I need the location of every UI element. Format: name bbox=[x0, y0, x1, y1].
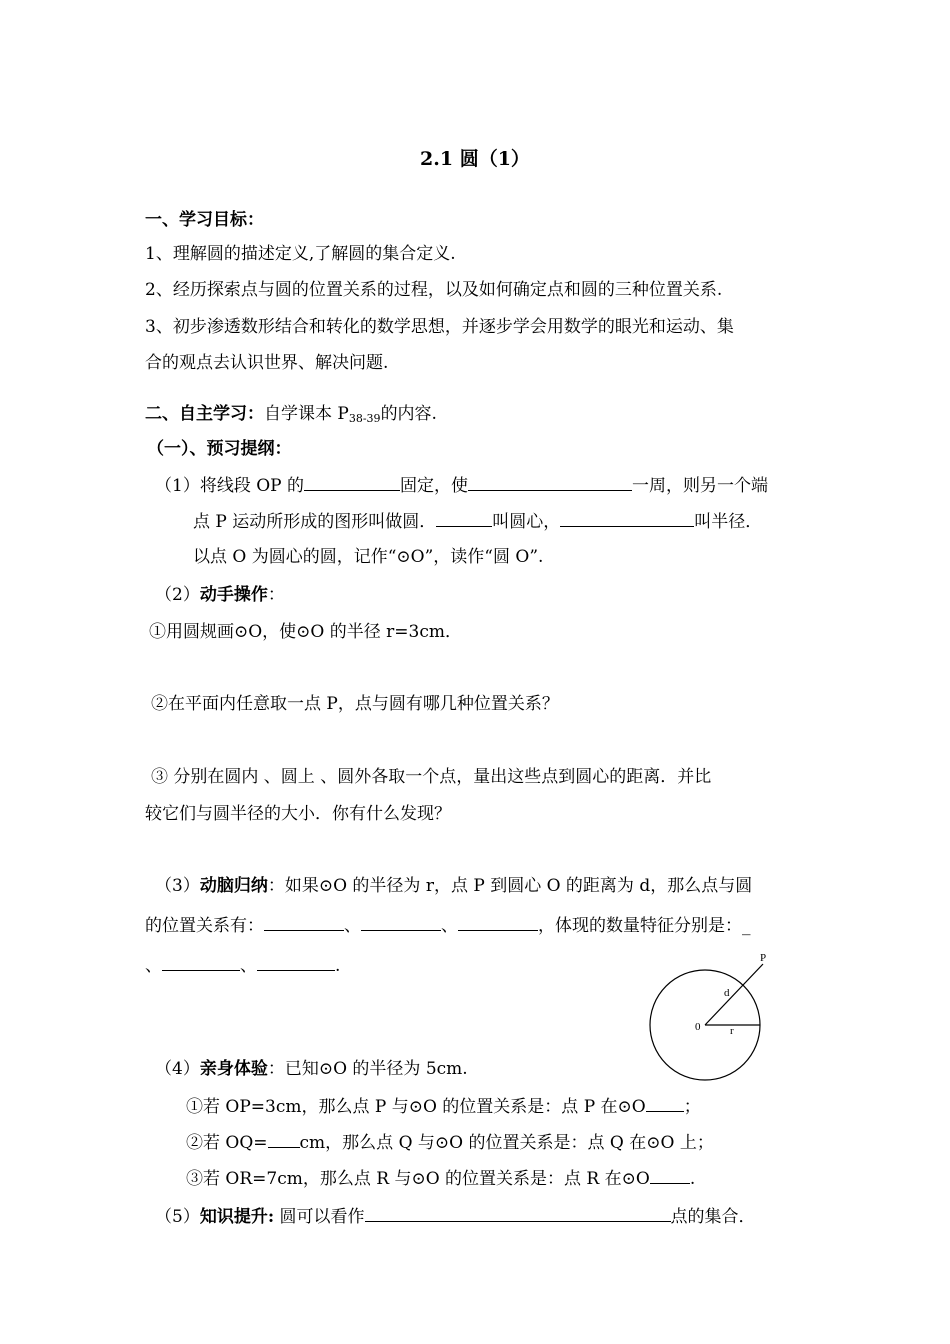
p2-question-3b: 较它们与圆半径的大小．你有什么发现？ bbox=[145, 804, 451, 824]
p4-item-1 bbox=[186, 1094, 701, 1119]
p1-text-b: 固定，使 bbox=[400, 476, 468, 496]
label-d: d bbox=[724, 987, 730, 999]
p3-sep-1: 、 bbox=[344, 916, 361, 936]
label-r: r bbox=[730, 1025, 734, 1037]
p1-text-a: （1）将线段 OP 的 bbox=[155, 476, 304, 496]
p1-text-d: 点 P 运动所形成的图形叫做圆． bbox=[193, 512, 437, 532]
p4-item-3 bbox=[186, 1166, 695, 1191]
blank-oq-length[interactable] bbox=[268, 1130, 300, 1148]
self-study-line bbox=[145, 402, 437, 431]
objective-3b: 合的观点去认识世界、解决问题. bbox=[145, 353, 389, 373]
p3-text-c: ，体现的数量特征分别是：_ bbox=[538, 916, 751, 936]
p4-item-2 bbox=[186, 1130, 714, 1155]
blank-center[interactable] bbox=[436, 509, 492, 527]
outline-p1-line2 bbox=[193, 509, 762, 534]
page-title: 2.1 圆（1） bbox=[420, 148, 530, 170]
p4-item-2-end: cm，那么点 Q 与⊙O 的位置关系是：点 Q 在⊙O 上； bbox=[299, 1133, 714, 1153]
p3-text-a: ：如果⊙O 的半径为 r，点 P 到圆心 O 的距离为 d，那么点与圆 bbox=[267, 876, 753, 896]
label-o: 0 bbox=[695, 1021, 701, 1033]
p4-item-3-text: ③若 OR=7cm，那么点 R 与⊙O 的位置关系是：点 R 在⊙O bbox=[186, 1169, 650, 1189]
blank-op-position[interactable] bbox=[646, 1094, 684, 1112]
p3-sep-2: 、 bbox=[441, 916, 458, 936]
p5-text-b: 点的集合． bbox=[670, 1207, 756, 1227]
objectives-heading: 一、学习目标： bbox=[145, 210, 264, 230]
blank-relation-1[interactable] bbox=[264, 913, 344, 931]
blank-feature-2[interactable] bbox=[162, 953, 240, 971]
p2-heading: 动手操作 bbox=[199, 585, 268, 605]
distance-line bbox=[705, 964, 763, 1025]
label-p: P bbox=[760, 952, 767, 964]
outline-p1-line3: 以点 O 为圆心的圆，记作“⊙O”，读作“圆 O”. bbox=[193, 547, 544, 567]
outline-p3-line2 bbox=[145, 913, 751, 938]
p1-text-c: 一周，则另一个端 bbox=[632, 476, 768, 496]
p2-question-1: ①用圆规画⊙O，使⊙O 的半径 r=3cm． bbox=[149, 622, 462, 642]
p5-heading: 知识提升: bbox=[199, 1207, 275, 1227]
blank-relation-3[interactable] bbox=[458, 913, 538, 931]
p1-text-e: 叫圆心， bbox=[492, 512, 561, 532]
self-study-heading: 二、自主学习： bbox=[145, 404, 264, 424]
outline-p3-line3 bbox=[145, 953, 340, 978]
p2-question-3a: ③ 分别在圆内 、圆上 、圆外各取一个点，量出这些点到圆心的距离．并比 bbox=[151, 767, 712, 787]
p4-item-3-end: . bbox=[689, 1169, 696, 1189]
p4-item-1-end: ； bbox=[683, 1097, 701, 1117]
blank-circle-set[interactable] bbox=[365, 1204, 671, 1222]
p4-heading: 亲身体验 bbox=[199, 1059, 268, 1079]
self-study-pages: 38-39 bbox=[348, 412, 381, 425]
outline-p1-line1 bbox=[155, 473, 768, 498]
p3-sep-3: 、 bbox=[240, 956, 257, 976]
objective-1: 1、理解圆的描述定义,了解圆的集合定义. bbox=[145, 244, 456, 264]
p2-question-2: ②在平面内任意取一点 P，点与圆有哪几种位置关系？ bbox=[151, 694, 559, 714]
p4-text: ：已知⊙O 的半径为 5cm. bbox=[267, 1059, 468, 1079]
p4-num: （4） bbox=[155, 1059, 200, 1079]
blank-rotation[interactable] bbox=[468, 473, 632, 491]
self-study-text-end: 的内容. bbox=[380, 404, 437, 424]
p2-colon: ： bbox=[267, 585, 285, 605]
objective-2: 2、经历探索点与圆的位置关系的过程，以及如何确定点和圆的三种位置关系. bbox=[145, 280, 723, 300]
outline-p4-line bbox=[155, 1057, 468, 1081]
blank-fixed-point[interactable] bbox=[304, 473, 400, 491]
blank-feature-3[interactable] bbox=[257, 953, 335, 971]
p3-num: （3） bbox=[155, 876, 200, 896]
outline-p2-heading-line bbox=[155, 583, 285, 607]
outline-heading: （一）、预习提纲： bbox=[147, 439, 292, 459]
p3-end: . bbox=[335, 956, 341, 976]
blank-or-position[interactable] bbox=[650, 1166, 690, 1184]
p5-text-a: 圆可以看作 bbox=[274, 1207, 365, 1227]
p1-text-f: 叫半径． bbox=[694, 512, 763, 532]
p3-text-b: 的位置关系有： bbox=[145, 916, 264, 936]
circle-diagram bbox=[640, 948, 775, 1088]
self-study-text: 自学课本 P bbox=[264, 404, 349, 424]
blank-relation-2[interactable] bbox=[361, 913, 441, 931]
objective-3a: 3、初步渗透数形结合和转化的数学思想，并逐步学会用数学的眼光和运动、集 bbox=[145, 317, 734, 337]
p3-heading: 动脑归纳 bbox=[199, 876, 268, 896]
p3-text-d: 、 bbox=[145, 956, 162, 976]
p4-item-2-text: ②若 OQ= bbox=[186, 1133, 268, 1153]
p2-num: （2） bbox=[155, 585, 200, 605]
p4-item-1-text: ①若 OP=3cm，那么点 P 与⊙O 的位置关系是：点 P 在⊙O bbox=[186, 1097, 646, 1117]
outline-p5-line bbox=[155, 1204, 756, 1229]
outline-p3-line1 bbox=[155, 874, 752, 898]
p5-num: （5） bbox=[155, 1207, 200, 1227]
blank-radius[interactable] bbox=[560, 509, 694, 527]
